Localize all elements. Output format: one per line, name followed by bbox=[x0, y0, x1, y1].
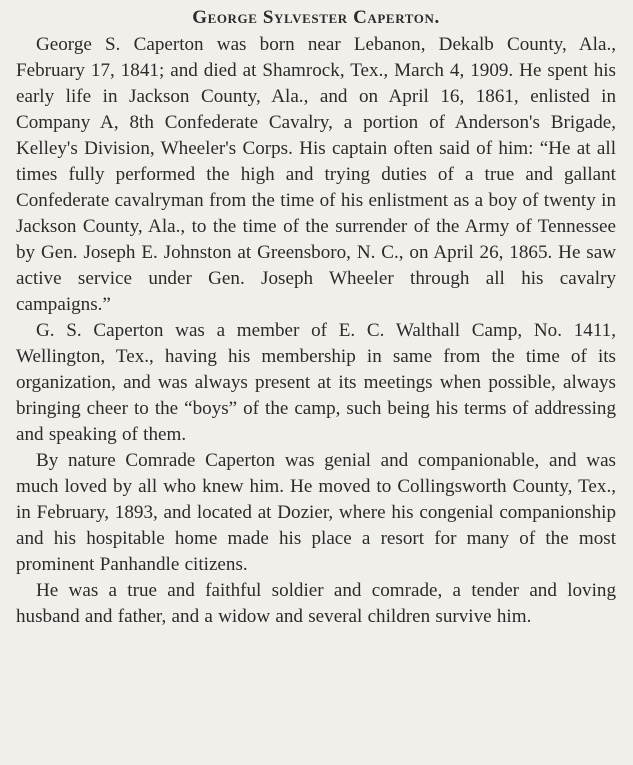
paragraph-survivors: He was a true and faithful soldier and comrade, a tender and loving husband and father, and a widow and several children survive him. bbox=[16, 580, 616, 627]
paragraph-camp-membership: G. S. Caperton was a member of E. C. Walthall Camp, No. 1411, Wellington, Tex., having his membership in same from the time of its organization, and was always present at its meetings when possible, always bringing cheer to the “boys” of the camp, such being his terms of addressing and speaking of them. bbox=[16, 320, 616, 445]
paragraph-character: By nature Comrade Caperton was genial and companionable, and was much loved by all who knew him. He moved to Collingsworth County, Tex., in February, 1893, and located at Dozier, where his congenial companionship and his hospitable home made his place a resort for many of the most prominent Panhandle citizens. bbox=[16, 450, 616, 575]
paragraph-biography: George S. Caperton was born near Lebanon, Dekalb County, Ala., February 17, 1841; and died at Shamrock, Tex., March 4, 1909. He spent his early life in Jackson County, Ala., and on April 16, 1861, enlisted in Company A, 8th Confederate Cavalry, a portion of Anderson's Brigade, Kelley's Division, Wheeler's Corps. His captain often said of him: “He at all times fully performed the high and trying duties of a true and gallant Confederate cavalryman from the time of his enlistment as a boy of twenty in Jackson County, Ala., to the time of the surrender of the Army of Tennessee by Gen. Joseph E. Johnston at Greensboro, N. C., on April 26, 1865. He saw active service under Gen. Joseph Wheeler through all his cavalry campaigns.” bbox=[16, 34, 616, 315]
document-page bbox=[16, 6, 616, 630]
obituary-title: George Sylvester Caperton. bbox=[192, 7, 440, 28]
